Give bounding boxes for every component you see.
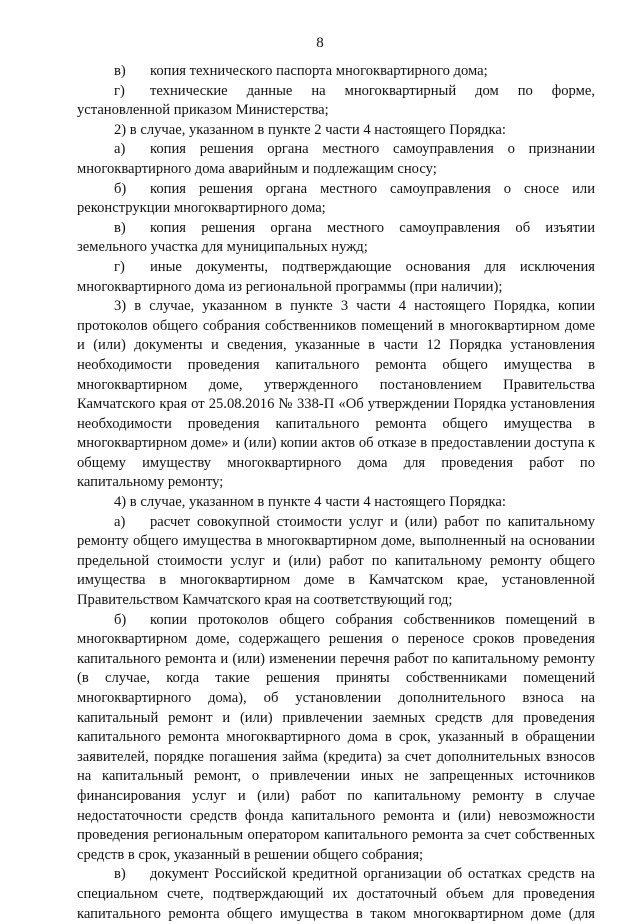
paragraph-text: иные документы, подтверждающие основания для исключения многоквартирного дома из региональной программы (при наличии);	[77, 258, 595, 295]
paragraph-text: документ Российской кредитной организации об остатках средств на специальном счете, подтверждающий их достаточный объем для проведения капитального ремонта общего имущества в таком многоквартирном доме (для	[77, 866, 595, 922]
paragraph-item	[77, 219, 595, 258]
paragraph-text: копия решения органа местного самоуправления о сносе или реконструкции многоквартирного дома;	[77, 180, 595, 217]
item-marker: в)	[114, 866, 126, 883]
item-marker: а)	[114, 141, 126, 158]
paragraph-item	[77, 62, 595, 82]
item-marker: г)	[114, 258, 125, 275]
paragraph-text: копии протоколов общего собрания собственников помещений в многоквартирном доме, содержащего решения о переносе сроков проведения капитального ремонта и (или) изменении перечня работ по капитальному ремонту (в случае, когда такие решения приняты собственниками помещений многоквартирного дома), об установлении дополнительного взноса на капитальный ремонт и (или) привлечении заемных средств для проведения капитального ремонта многоквартирного дома в срок, указанный в обращении заявителей, порядке погашения займа (кредита) за счет дополнительных взносов на капитальный ремонт, о привлечении иных не запрещенных источников финансирования услуг и (или) работ по капитальному ремонту в случае недостаточности средств фонда капитального ремонта и (или) невозможности проведения региональным оператором капитального ремонта за счет собственных средств в срок, указанный в решении общего собрания;	[77, 611, 595, 863]
item-marker: в)	[114, 63, 126, 79]
document-body	[77, 62, 595, 924]
paragraph: 4) в случае, указанном в пункте 4 части 4 настоящего Порядка:	[114, 494, 506, 511]
item-marker: г)	[114, 82, 125, 99]
paragraph-item	[77, 611, 595, 866]
paragraph-item	[77, 513, 595, 611]
item-marker: а)	[114, 513, 126, 530]
paragraph-text: расчет совокупной стоимости услуг и (или) работ по капитальному ремонту общего имущества в многоквартирном доме, выполненный на основании предельной стоимости услуг и (или) работ по капитальному ремонту общего имущества в многоквартирном доме в Камчатском крае, установленной Правительством Камчатского края на соответствующий год;	[77, 513, 595, 609]
paragraph-item	[77, 258, 595, 297]
paragraph-item	[77, 865, 595, 924]
paragraph-text: копия технического паспорта многоквартирного дома;	[150, 63, 488, 79]
paragraph-item	[77, 82, 595, 121]
paragraph-item	[77, 140, 595, 179]
paragraph: 3) в случае, указанном в пункте 3 части 4 настоящего Порядка, копии протоколов общего собрания собственников помещений в многоквартирном доме и (или) документы и сведения, указанные в части 12 Порядка установления необходимости проведения капитального ремонта общего имущества в многоквартирном доме, утвержденного постановлением Правительства Камчатского края от 25.08.2016 № 338-П «Об утверждении Порядка установления необходимости проведения капитального ремонта общего имущества в многоквартирном доме» и (или) копии актов об отказе в предоставлении доступа к общему имуществу многоквартирного дома для проведения работ по капитальному ремонту;	[77, 298, 595, 491]
paragraph: 2) в случае, указанном в пункте 2 части 4 настоящего Порядка:	[114, 121, 506, 138]
paragraph-text: копия решения органа местного самоуправления об изъятии земельного участка для муниципальных нужд;	[77, 219, 595, 256]
paragraph-text: копия решения органа местного самоуправления о признании многоквартирного дома аварийным и подлежащим сносу;	[77, 141, 595, 177]
paragraph-text: технические данные на многоквартирный дом по форме, установленной приказом Министерства;	[77, 82, 595, 119]
item-marker: б)	[114, 611, 127, 628]
item-marker: б)	[114, 180, 127, 197]
page-number: 8	[316, 35, 324, 51]
item-marker: в)	[114, 219, 126, 236]
paragraph-item	[77, 180, 595, 219]
